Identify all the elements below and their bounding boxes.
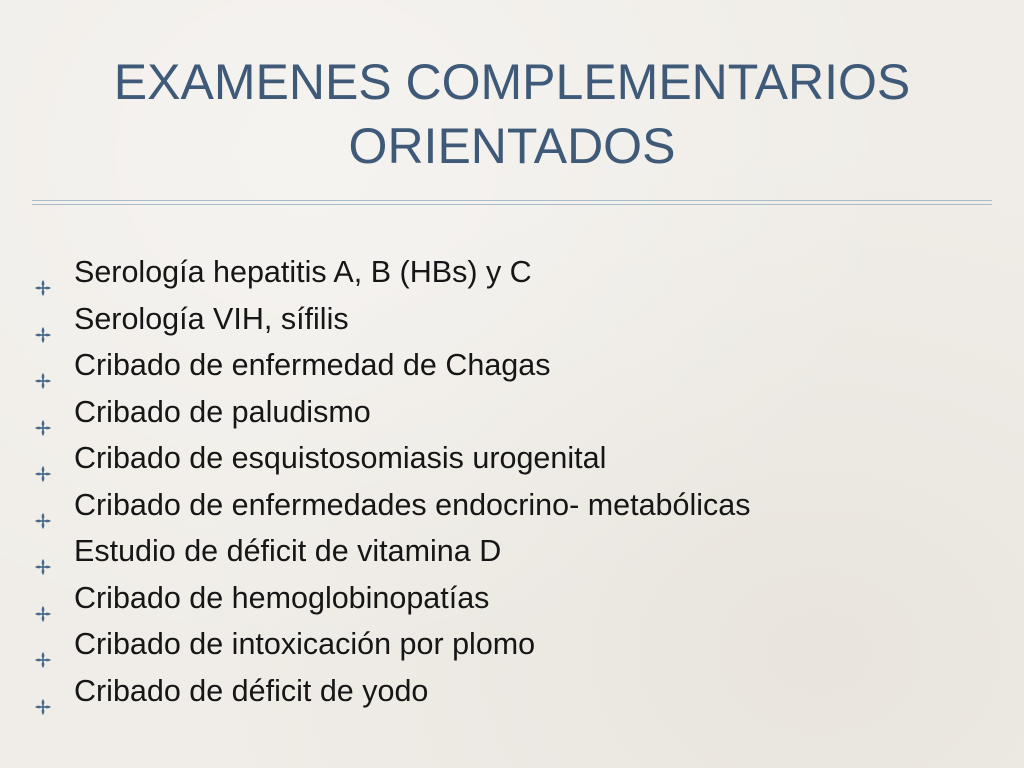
list-item-text: Cribado de esquistosomiasis urogenital — [74, 441, 607, 475]
list-item-text: Serología VIH, sífilis — [74, 301, 349, 336]
list-item-text: Cribado de paludismo — [74, 394, 371, 429]
list-item-text: Estudio de déficit de vitamina D — [74, 534, 502, 568]
list-item-text: Cribado de déficit de yodo — [74, 673, 429, 708]
fleur-cross-icon — [34, 590, 52, 608]
fleur-cross-icon — [34, 264, 52, 282]
fleur-cross-icon — [34, 683, 52, 701]
fleur-cross-icon — [34, 543, 52, 561]
title-divider — [32, 200, 992, 205]
fleur-cross-icon — [34, 311, 52, 329]
fleur-cross-icon — [34, 404, 52, 422]
list-item-text: Cribado de intoxicación por plomo — [74, 627, 536, 661]
fleur-cross-icon — [34, 497, 52, 515]
list-item-text: Cribado de hemoglobinopatías — [74, 580, 490, 615]
list-item-text: Cribado de enfermedades endocrino- metabólicas — [74, 487, 751, 522]
fleur-cross-icon — [34, 450, 52, 468]
list-item-text: Cribado de enfermedad de Chagas — [74, 348, 551, 382]
divider-line-bottom — [32, 204, 992, 205]
divider-line-top — [32, 200, 992, 201]
fleur-cross-icon — [34, 636, 52, 654]
slide-title-line-1: EXAMENES COMPLEMENTARIOS — [113, 54, 911, 110]
slide-title — [40, 50, 984, 178]
slide-title-line-2: ORIENTADOS — [348, 118, 676, 174]
list-item-text: Serología hepatitis A, B (HBs) y C — [74, 255, 532, 289]
fleur-cross-icon — [34, 357, 52, 375]
